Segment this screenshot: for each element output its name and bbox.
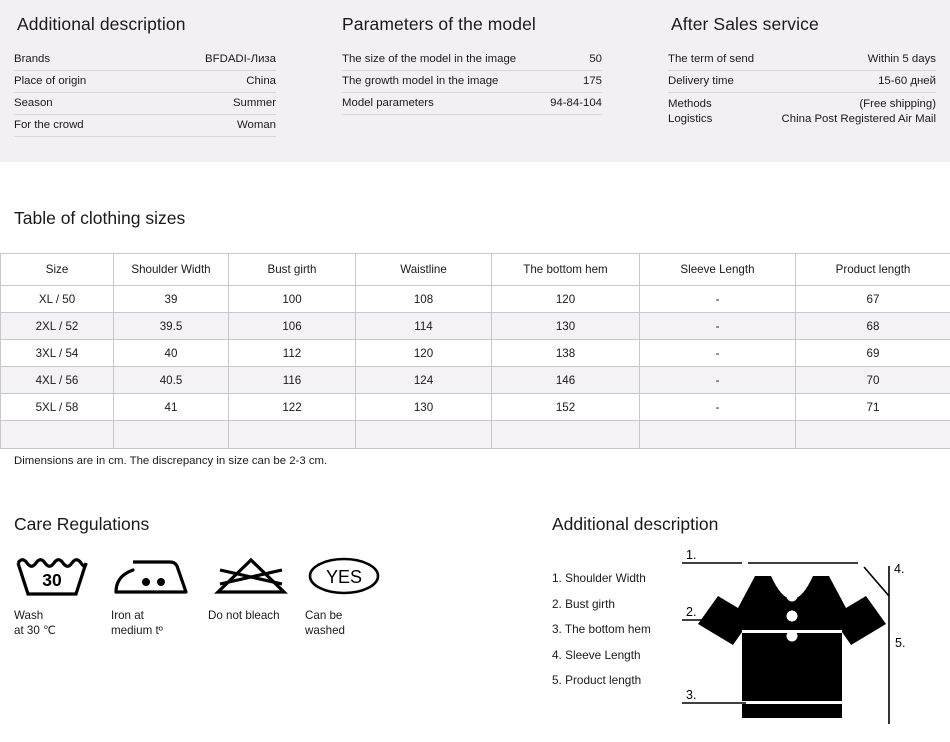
column-header-waistline: Waistline <box>356 254 492 286</box>
cell-bust-girth: 106 <box>229 313 356 340</box>
yes-ellipse-icon <box>305 552 402 600</box>
spec-key-methods: Methods <box>668 97 712 112</box>
table-row <box>1 340 950 367</box>
cell-empty <box>1 421 114 449</box>
spec-value: 175 <box>583 75 602 88</box>
wash-tub-30-icon <box>14 552 111 600</box>
table-row <box>1 367 950 394</box>
after-sales-service-title: After Sales service <box>671 14 936 35</box>
cell-bottom-hem: 130 <box>492 313 640 340</box>
table-row-empty <box>1 421 950 449</box>
cell-empty <box>114 421 229 449</box>
cell-waistline: 124 <box>356 367 492 394</box>
cell-waistline: 114 <box>356 313 492 340</box>
spec-row-shipping <box>668 93 936 129</box>
list-item: 1. Shoulder Width <box>552 566 651 592</box>
cell-bottom-hem: 146 <box>492 367 640 394</box>
spec-value: 50 <box>589 53 602 66</box>
list-item: 2. Bust girth <box>552 592 651 618</box>
cell-product-length: 71 <box>796 394 950 421</box>
cell-bust-girth: 116 <box>229 367 356 394</box>
care-item-iron <box>111 552 208 638</box>
care-item-bleach <box>208 552 305 638</box>
care-item-label <box>111 608 208 638</box>
spec-row-model-growth <box>342 71 602 93</box>
product-info-panel <box>0 0 950 162</box>
column-header-bust-girth: Bust girth <box>229 254 356 286</box>
list-item: 5. Product length <box>552 668 651 694</box>
spec-row-season <box>14 93 276 115</box>
cell-waistline: 130 <box>356 394 492 421</box>
callout-2: 2. <box>686 605 696 619</box>
spec-value-logistics: China Post Registered Air Mail <box>782 112 936 127</box>
cell-product-length: 69 <box>796 340 950 367</box>
cell-bust-girth: 122 <box>229 394 356 421</box>
spec-key: Place of origin <box>14 75 86 88</box>
cell-empty <box>356 421 492 449</box>
cell-empty <box>640 421 796 449</box>
care-label-line1: Can be <box>305 608 402 623</box>
cell-bust-girth: 112 <box>229 340 356 367</box>
care-regulations-icons <box>14 552 402 638</box>
spec-value <box>782 97 936 127</box>
column-header-bottom-hem: The bottom hem <box>492 254 640 286</box>
spec-value: 15-60 дней <box>878 75 936 88</box>
cell-empty <box>796 421 950 449</box>
spec-key: Season <box>14 97 53 110</box>
spec-row-place-of-origin <box>14 71 276 93</box>
table-header-row <box>1 254 950 286</box>
size-table-note: Dimensions are in cm. The discrepancy in size can be 2-3 cm. <box>14 455 327 467</box>
cell-shoulder-width: 39 <box>114 286 229 313</box>
cell-shoulder-width: 41 <box>114 394 229 421</box>
spec-key: For the crowd <box>14 119 84 132</box>
cell-shoulder-width: 40.5 <box>114 367 229 394</box>
wash-temperature-value: 30 <box>42 570 62 590</box>
cell-sleeve-length: - <box>640 340 796 367</box>
spec-key: The growth model in the image <box>342 75 498 88</box>
spec-value-methods: (Free shipping) <box>859 97 936 112</box>
spec-key: Model parameters <box>342 97 434 110</box>
cell-size: XL / 50 <box>1 286 114 313</box>
care-label-line1: Wash <box>14 608 111 623</box>
care-item-wash <box>14 552 111 638</box>
care-item-can-be-washed <box>305 552 402 638</box>
tshirt-silhouette-icon <box>698 576 886 718</box>
spec-value: Within 5 days <box>868 53 936 66</box>
cell-size: 4XL / 56 <box>1 367 114 394</box>
cell-empty <box>229 421 356 449</box>
cell-sleeve-length: - <box>640 367 796 394</box>
column-header-shoulder-width: Shoulder Width <box>114 254 229 286</box>
care-item-label <box>305 608 402 638</box>
spec-key: The term of send <box>668 53 754 66</box>
spec-value: 94-84-104 <box>550 97 602 110</box>
spec-key: Delivery time <box>668 75 734 88</box>
cell-shoulder-width: 39.5 <box>114 313 229 340</box>
yes-label: YES <box>326 567 362 587</box>
additional-description-block <box>14 14 276 137</box>
spec-row-for-the-crowd <box>14 115 276 137</box>
table-row <box>1 286 950 313</box>
column-header-product-length: Product length <box>796 254 950 286</box>
spec-row-term-of-send <box>668 49 936 71</box>
cell-waistline: 120 <box>356 340 492 367</box>
callout-3: 3. <box>686 688 696 702</box>
spec-key: Brands <box>14 53 50 66</box>
cell-product-length: 68 <box>796 313 950 340</box>
callout-1: 1. <box>686 548 696 562</box>
cell-bust-girth: 100 <box>229 286 356 313</box>
cell-size: 3XL / 54 <box>1 340 114 367</box>
care-label-line1: Do not bleach <box>208 608 305 623</box>
spec-row-brands <box>14 49 276 71</box>
cell-product-length: 67 <box>796 286 950 313</box>
clothing-size-table <box>0 253 950 449</box>
cell-shoulder-width: 40 <box>114 340 229 367</box>
cell-empty <box>492 421 640 449</box>
cell-sleeve-length: - <box>640 313 796 340</box>
cell-bottom-hem: 138 <box>492 340 640 367</box>
table-row <box>1 394 950 421</box>
spec-row-delivery-time <box>668 71 936 93</box>
care-label-line2: at 30 ℃ <box>14 623 111 638</box>
iron-two-dots-icon <box>111 552 208 600</box>
measurement-legend-list <box>552 566 651 694</box>
spec-value: China <box>246 75 276 88</box>
care-label-line2: washed <box>305 623 402 638</box>
size-table-title: Table of clothing sizes <box>14 208 185 229</box>
care-item-label <box>14 608 111 638</box>
cell-size: 5XL / 58 <box>1 394 114 421</box>
spec-value: Summer <box>233 97 276 110</box>
care-regulations-title: Care Regulations <box>14 514 149 535</box>
callout-5: 5. <box>895 636 905 650</box>
spec-key <box>668 97 712 127</box>
spec-value: BFDADI-Лиза <box>205 53 276 66</box>
list-item: 3. The bottom hem <box>552 617 651 643</box>
cell-bottom-hem: 120 <box>492 286 640 313</box>
table-row <box>1 313 950 340</box>
after-sales-service-block <box>668 14 936 129</box>
measurements-title: Additional description <box>552 514 718 535</box>
callout-4: 4. <box>894 562 904 576</box>
care-label-line1: Iron at <box>111 608 208 623</box>
parameters-of-model-block <box>342 14 602 115</box>
cell-size: 2XL / 52 <box>1 313 114 340</box>
tshirt-measurement-diagram <box>676 546 936 742</box>
care-item-label <box>208 608 305 623</box>
spec-row-model-parameters <box>342 93 602 115</box>
list-item: 4. Sleeve Length <box>552 643 651 669</box>
cell-sleeve-length: - <box>640 286 796 313</box>
cell-sleeve-length: - <box>640 394 796 421</box>
care-label-line2: medium tº <box>111 623 208 638</box>
spec-key-logistics: Logistics <box>668 112 712 127</box>
column-header-size: Size <box>1 254 114 286</box>
cell-bottom-hem: 152 <box>492 394 640 421</box>
column-header-sleeve-length: Sleeve Length <box>640 254 796 286</box>
spec-key: The size of the model in the image <box>342 53 516 66</box>
cell-waistline: 108 <box>356 286 492 313</box>
spec-row-model-size <box>342 49 602 71</box>
do-not-bleach-icon <box>208 552 305 600</box>
spec-value: Woman <box>237 119 276 132</box>
cell-product-length: 70 <box>796 367 950 394</box>
parameters-of-model-title: Parameters of the model <box>342 14 602 35</box>
additional-description-title: Additional description <box>17 14 276 35</box>
